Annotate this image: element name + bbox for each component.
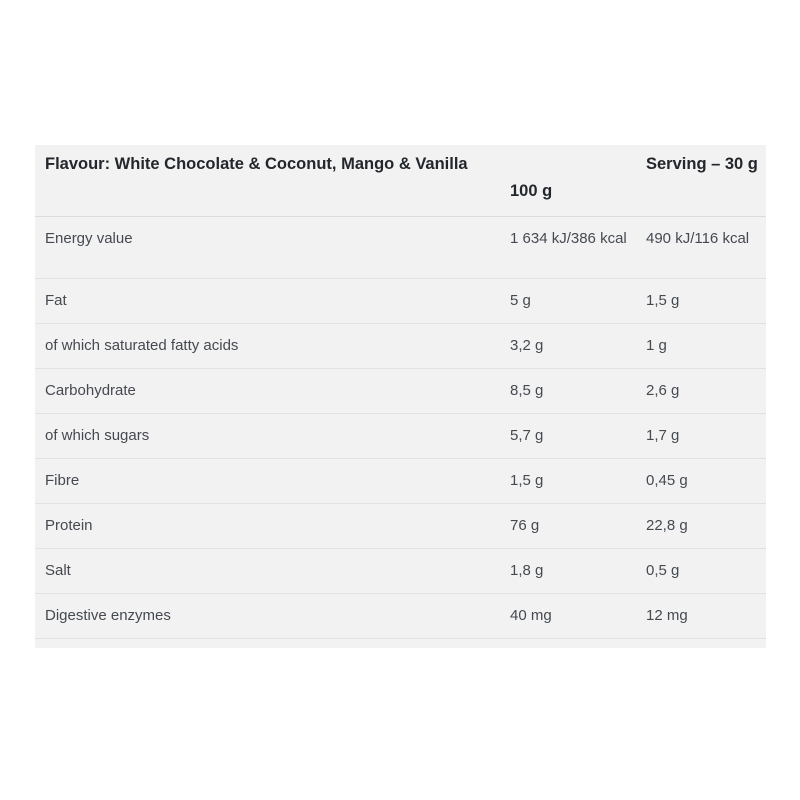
nutrition-table	[35, 145, 766, 639]
table-row-fibre	[35, 459, 766, 504]
row-serving: 12 mg	[636, 594, 766, 639]
table-row-saturated-fat	[35, 324, 766, 369]
table-row-digestive-enzymes	[35, 594, 766, 639]
table-row-fat	[35, 279, 766, 324]
row-label: Fibre	[35, 459, 500, 504]
row-per-100g: 1,8 g	[500, 549, 636, 594]
row-per-100g: 5 g	[500, 279, 636, 324]
row-label: Digestive enzymes	[35, 594, 500, 639]
table-row-sugars	[35, 414, 766, 459]
row-label: Fat	[35, 279, 500, 324]
row-per-100g: 5,7 g	[500, 414, 636, 459]
header-serving: Serving – 30 g	[636, 145, 766, 217]
row-serving: 1,7 g	[636, 414, 766, 459]
table-row-salt	[35, 549, 766, 594]
row-per-100g: 1,5 g	[500, 459, 636, 504]
row-label: of which saturated fatty acids	[35, 324, 500, 369]
table-row-carbohydrate	[35, 369, 766, 414]
table-row-energy	[35, 217, 766, 279]
row-per-100g: 8,5 g	[500, 369, 636, 414]
nutrition-table-panel	[35, 145, 766, 648]
row-label: Energy value	[35, 217, 500, 279]
row-per-100g: 1 634 kJ/386 kcal	[500, 217, 636, 279]
row-serving: 1 g	[636, 324, 766, 369]
table-header	[35, 145, 766, 217]
row-per-100g: 40 mg	[500, 594, 636, 639]
row-serving: 0,45 g	[636, 459, 766, 504]
header-per-100g: 100 g	[500, 145, 636, 217]
table-row-protein	[35, 504, 766, 549]
header-flavour: Flavour: White Chocolate & Coconut, Mango & Vanilla	[35, 145, 500, 217]
row-serving: 0,5 g	[636, 549, 766, 594]
row-per-100g: 76 g	[500, 504, 636, 549]
row-serving: 22,8 g	[636, 504, 766, 549]
table-body	[35, 217, 766, 639]
row-label: of which sugars	[35, 414, 500, 459]
row-serving: 490 kJ/116 kcal	[636, 217, 766, 279]
row-label: Salt	[35, 549, 500, 594]
row-label: Protein	[35, 504, 500, 549]
row-per-100g: 3,2 g	[500, 324, 636, 369]
header-row	[35, 145, 766, 217]
row-serving: 1,5 g	[636, 279, 766, 324]
row-label: Carbohydrate	[35, 369, 500, 414]
row-serving: 2,6 g	[636, 369, 766, 414]
